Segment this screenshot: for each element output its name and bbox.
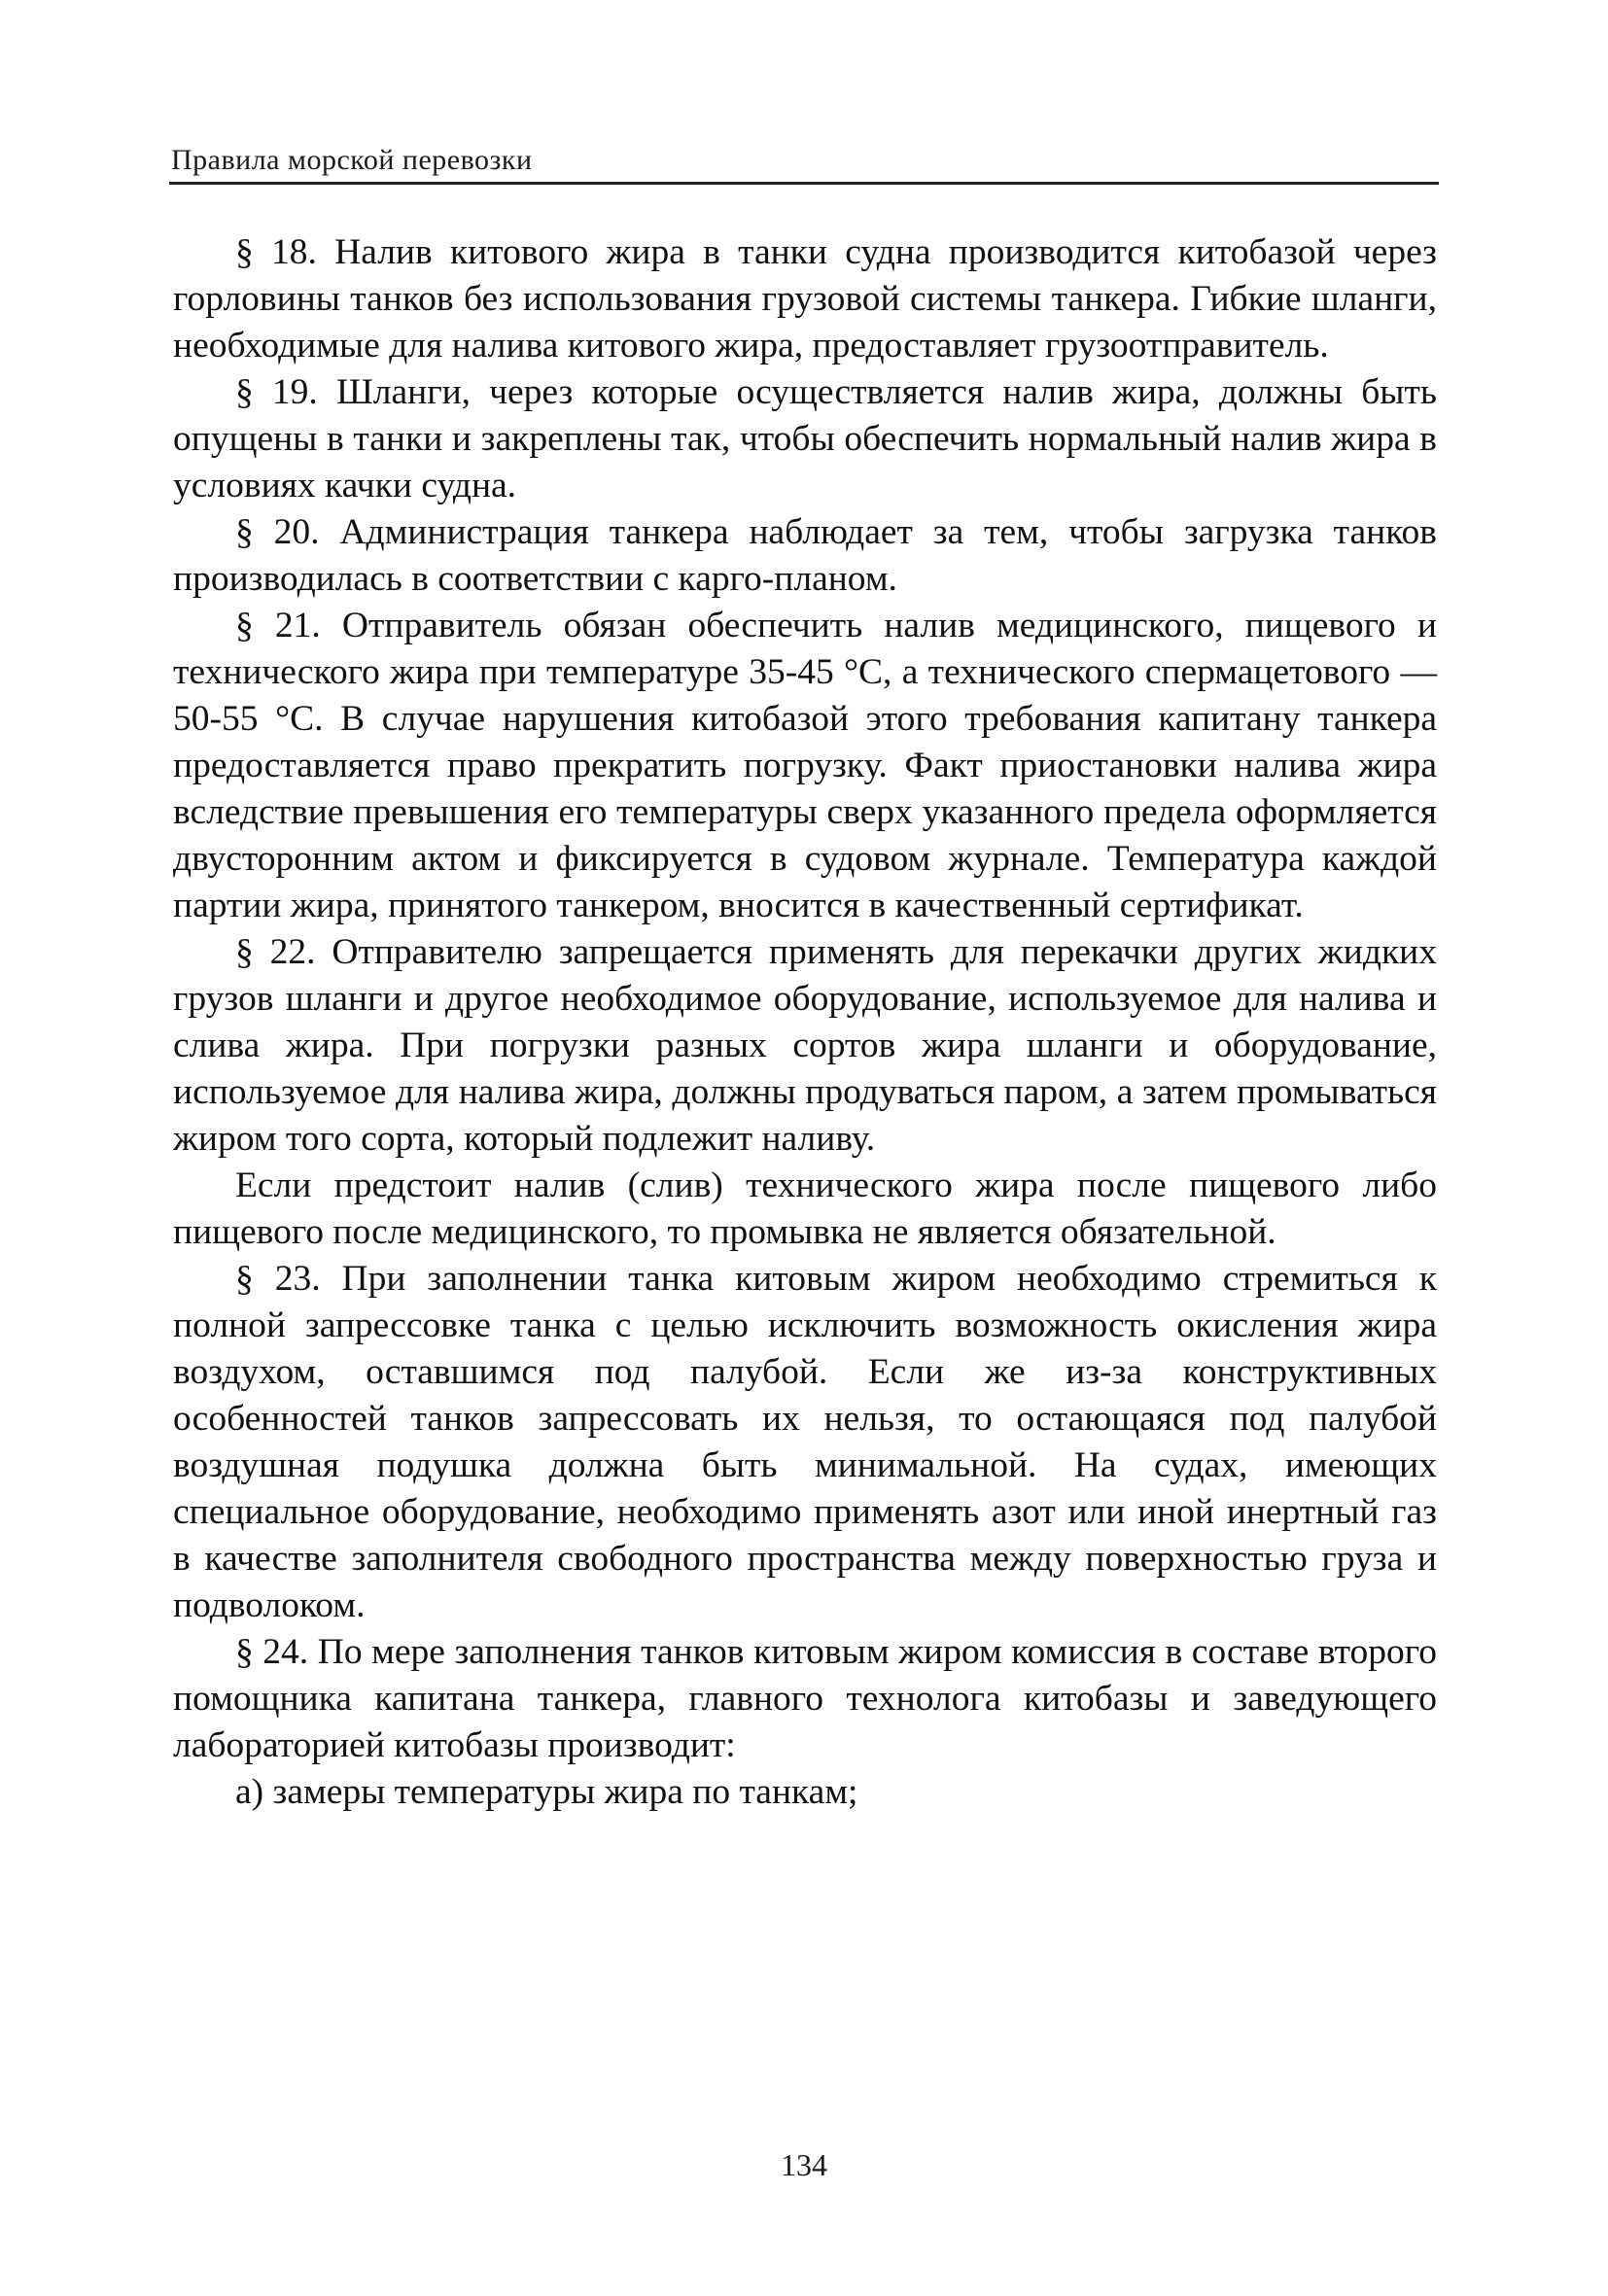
paragraph-23: § 23. При заполнении танка китовым жиром необходимо стремиться к полной запрессовке танка с целью исключить возможность окисления жира воздухом, оставшимся под палубой. Если же из-за конструктивных особенностей танков запрессовать их нельзя, то остающаяся под палубой воздушная подушка должна быть минимальной. На судах, имеющих специальное оборудование, необходимо применять азот или иной инертный газ в качестве заполнителя свободного пространства между поверхностью груза и подволоком.	[173, 1259, 1437, 1625]
page-body	[173, 229, 1437, 1816]
paragraph-20: § 20. Администрация танкера наблюдает за тем, чтобы загрузка танков производилась в соответствии с карго-планом.	[173, 512, 1437, 599]
paragraph-21: § 21. Отправитель обязан обеспечить налив медицинского, пищевого и технического жира при температуре 35-45 °С, а технического спермацетового — 50-55 °С. В случае нарушения китобазой этого требования капитану танкера предоставляется право прекратить погрузку. Факт приостановки налива жира вследствие превышения его температуры сверх указанного предела оформляется двусторонним актом и фиксируется в судовом журнале. Температура каждой партии жира, принятого танкером, вносится в качественный сертификат.	[173, 606, 1437, 925]
paragraph-18: § 18. Налив китового жира в танки судна производится китобазой через горловины танков без использования грузовой системы танкера. Гибкие шланги, необходимые для налива китового жира, предоставляет грузоотправитель.	[173, 232, 1437, 365]
paragraph-19: § 19. Шланги, через которые осуществляется налив жира, должны быть опущены в танки и закреплены так, чтобы обеспечить нормальный налив жира в условиях качки судна.	[173, 372, 1437, 505]
header-rule	[169, 182, 1439, 185]
list-item-a: а) замеры температуры жира по танкам;	[235, 1772, 858, 1812]
paragraph-24: § 24. По мере заполнения танков китовым жиром комиссия в составе второго помощника капитана танкера, главного технолога китобазы и заведующего лабораторией китобазы производит:	[173, 1632, 1437, 1765]
paragraph-22-note: Если предстоит налив (слив) технического жира после пищевого либо пищевого после медицинского, то промывка не является обязательной.	[173, 1165, 1437, 1252]
running-head: Правила морской перевозки	[171, 144, 533, 176]
paragraph-22: § 22. Отправителю запрещается применять для перекачки других жидких грузов шланги и другое необходимое оборудование, используемое для налива и слива жира. При погрузки разных сортов жира шланги и оборудование, используемое для налива жира, должны продуваться паром, а затем промываться жиром того сорта, который подлежит наливу.	[173, 932, 1437, 1159]
page-number: 134	[781, 2147, 827, 2182]
